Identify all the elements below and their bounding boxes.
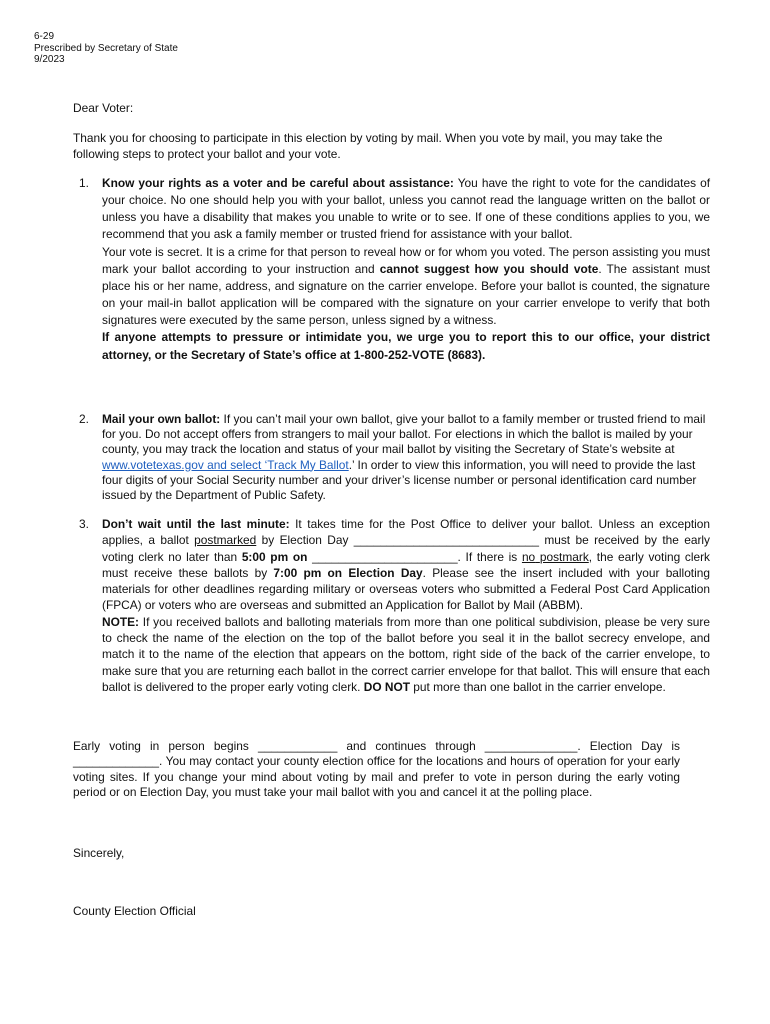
greeting: Dear Voter: xyxy=(73,101,134,115)
item-text: If you can’t mail your own ballot, give your ballot to a family member or trusted friend to mail for you. Do not accept offers from strangers to mail your ballot. For elections in which the ballot is mailed by your county, you may track the location and status of your mail ballot by visiting the Secretary of State’s website at xyxy=(102,412,706,457)
mail-paragraph xyxy=(102,412,710,503)
note-label: NOTE: xyxy=(102,614,139,629)
item-text: It takes time for the Post Office to deliver your ballot. Unless an exception applies, a ballot xyxy=(102,517,710,548)
item-text: . Please see the insert included with your balloting materials for other deadlines regarding military or overseas voters who submitted a Federal Post Card Application (FPCA) or voters who are overseas and submitted an Application for Ballot by Mail (ABBM). xyxy=(102,565,710,613)
item-number: 3. xyxy=(79,517,89,531)
form-number: 6-29 xyxy=(34,31,55,42)
item-text: Your vote is secret. It is a crime for that person to reveal how or for whom you voted. The person assisting you must mark your ballot according to your instruction and xyxy=(102,244,710,276)
prescribed-by: Prescribed by Secretary of State xyxy=(34,42,178,54)
item-number: 1. xyxy=(79,176,89,190)
closing: Sincerely, xyxy=(73,846,125,860)
list-item-mail-own-ballot xyxy=(73,412,710,503)
form-date: 9/2023 xyxy=(34,54,65,65)
item-text: , the early voting clerk must receive these ballots by xyxy=(102,549,710,580)
emphasis-text: cannot suggest how you should vote xyxy=(379,261,599,276)
item-number: 2. xyxy=(79,412,89,426)
deadline-paragraph xyxy=(102,516,710,614)
item-text: .’ In order to view this information, you will need to provide the last four digits of your Social Security number and your driver’s license number or personal identification card number issued by the Department of Public Safety. xyxy=(102,457,697,503)
item-heading: Don’t wait until the last minute: xyxy=(102,517,290,531)
emphasis-text: DO NOT xyxy=(363,679,410,694)
list-item-rights xyxy=(73,175,710,364)
underlined-text: postmarked xyxy=(194,533,257,548)
note-paragraph xyxy=(102,614,710,695)
item-text: ______________________. If there is xyxy=(307,549,522,564)
underlined-text: no xyxy=(521,549,536,564)
signature-line: County Election Official xyxy=(73,904,196,918)
report-warning: If anyone attempts to pressure or intimidate you, we urge you to report this to our office, your district attorney, or the Secretary of State’s office at 1-800-252-VOTE (8683). xyxy=(102,330,710,362)
report-paragraph xyxy=(102,329,710,363)
track-ballot-link[interactable]: www.votetexas.gov and select ‘Track My Ballot xyxy=(102,457,349,472)
rights-paragraph xyxy=(102,175,710,244)
item-heading: Mail your own ballot: xyxy=(102,412,221,426)
deadline-time: 5:00 pm on xyxy=(241,549,308,564)
intro-paragraph: Thank you for choosing to participate in this election by voting by mail. When you vote by mail, you may take the following steps to protect your ballot and your vote. xyxy=(73,131,663,162)
item-heading: Know your rights as a voter and be careful about assistance: xyxy=(102,176,454,190)
secret-paragraph xyxy=(102,244,710,330)
early-voting-paragraph: Early voting in person begins ____________ and continues through ______________. Election Day is _____________. You may contact your county election office for the locations and hours of operation for your early voting sites. If you change your mind about voting by mail and prefer to vote in person during the early voting period or on Election Day, you must take your mail ballot with you and cancel it at the polling place. xyxy=(73,739,680,799)
item-text: by Election Day ____________________________ must be received by the early voting clerk no later than xyxy=(102,533,710,564)
form-header xyxy=(34,31,178,66)
list-item-deadline xyxy=(73,516,710,695)
item-text: You have the right to vote for the candidates of your choice. No one should help you with your ballot, unless you cannot read the language written on the ballot or unless you have a disability that makes you unable to write or to see. If one of these conditions applies to you, we recommend that you ask a family member or trusted friend for assistance with your ballot. xyxy=(102,176,711,242)
deadline-time: 7:00 pm on Election Day xyxy=(273,565,423,580)
item-text: If you received ballots and balloting materials from more than one political subdivision, please be very sure to check the name of the election on the top of the ballot before you seal it in the ballot secrecy envelope, and match it to the name of the election that appears on the bottom, right side of the back of the carrier envelope, to make sure that you are returning each ballot in the correct carrier envelope for that ballot. This will ensure that each ballot is delivered to the proper early voting clerk. xyxy=(102,614,710,694)
item-text: . The assistant must place his or her name, address, and signature on the carrier envelope. Before your ballot is counted, the signature on your mail-in ballot application will be compared with the signature on your carrier envelope to verify that both signatures were executed by the same person, unless signed by a witness. xyxy=(102,261,710,328)
item-text: put more than one ballot in the carrier envelope. xyxy=(409,679,666,694)
underlined-text: postmark xyxy=(539,549,589,564)
